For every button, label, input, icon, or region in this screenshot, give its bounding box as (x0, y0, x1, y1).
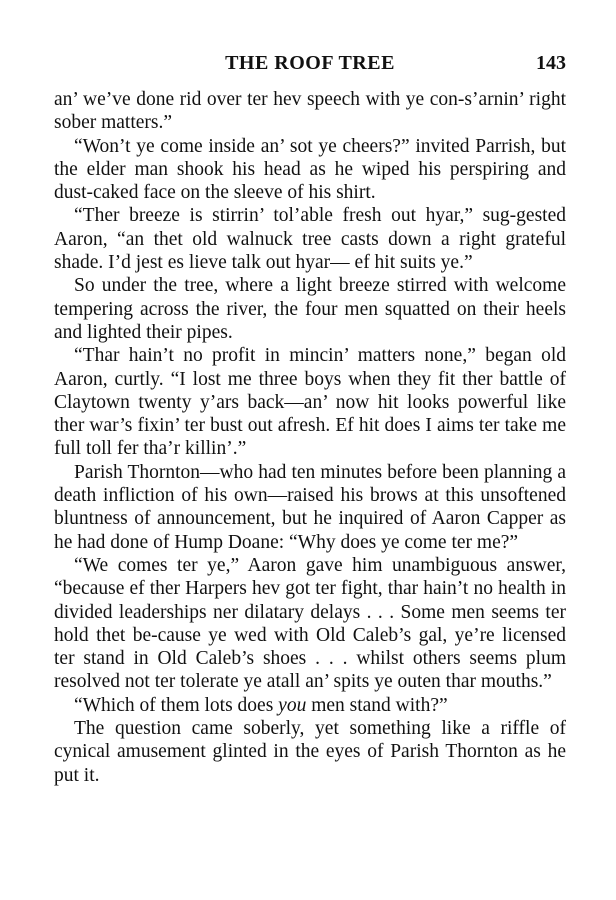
page-number: 143 (536, 52, 566, 74)
text-run: “Thar hain’t no profit in mincin’ matters none,” began old Aaron, curtly. “I lost me three boys when they fit ther battle of Claytown twenty y’ars back—an’ now hit looks powerful like ther war’s fixin’ ter bust out afresh. Ef hit does I aims ter take me full toll fer tha’r killin’.” (54, 345, 566, 460)
paragraph (54, 554, 566, 694)
text-run: “Which of them lots does (74, 694, 279, 716)
running-head (54, 52, 566, 78)
paragraph (54, 88, 566, 135)
paragraph (54, 344, 566, 460)
text-run: The question came soberly, yet something like a riffle of cynical amusement glinted in the eyes of Parish Thornton as he put it. (54, 718, 566, 786)
text-run: “Ther breeze is stirrin’ tol’able fresh out hyar,” sug-gested Aaron, “an thet old walnuck tree casts down a right grateful shade. I’d jest es lieve talk out hyar— ef hit suits ye.” (54, 205, 566, 274)
text-run: an’ we’ve done rid over ter hev speech with ye con-s’arnin’ right sober matters.” (54, 89, 566, 134)
paragraph (54, 717, 566, 787)
paragraph (54, 694, 566, 717)
running-title: THE ROOF TREE (225, 52, 395, 74)
text-run: Parish Thornton—who had ten minutes before been planning a death infliction of his own—raised his brows at this unsoftened bluntness of announcement, but he inquired of Aaron Capper as he had done of Hump Doane: “Why does ye come ter me?” (54, 461, 566, 553)
paragraph (54, 204, 566, 274)
text-run: So under the tree, where a light breeze stirred with welcome tempering across the river, the four men squatted on their heels and lighted their pipes. (54, 275, 566, 343)
text-run: “Won’t ye come inside an’ sot ye cheers?” invited Parrish, but the elder man shook his head as he wiped his perspiring and dust-caked face on the sleeve of his shirt. (54, 135, 566, 204)
emphasis: you (278, 694, 307, 716)
text-run: “We comes ter ye,” Aaron gave him unambiguous answer, “because ef ther Harpers hev got ter fight, thar hain’t no health in divided leaderships ner dilatary delays . . . Some men seems ter hold thet be-cause ye wed with Old Caleb’s gal, ye’re licensed ter stand in Old Caleb’s shoes . . . whilst others seems plum resolved not ter tolerate ye atall an’ spits ye outen thar mouths.” (54, 554, 566, 693)
text-run: men stand with?” (306, 694, 448, 716)
paragraph (54, 461, 566, 554)
body-text (54, 88, 566, 787)
paragraph (54, 135, 566, 205)
paragraph (54, 274, 566, 344)
